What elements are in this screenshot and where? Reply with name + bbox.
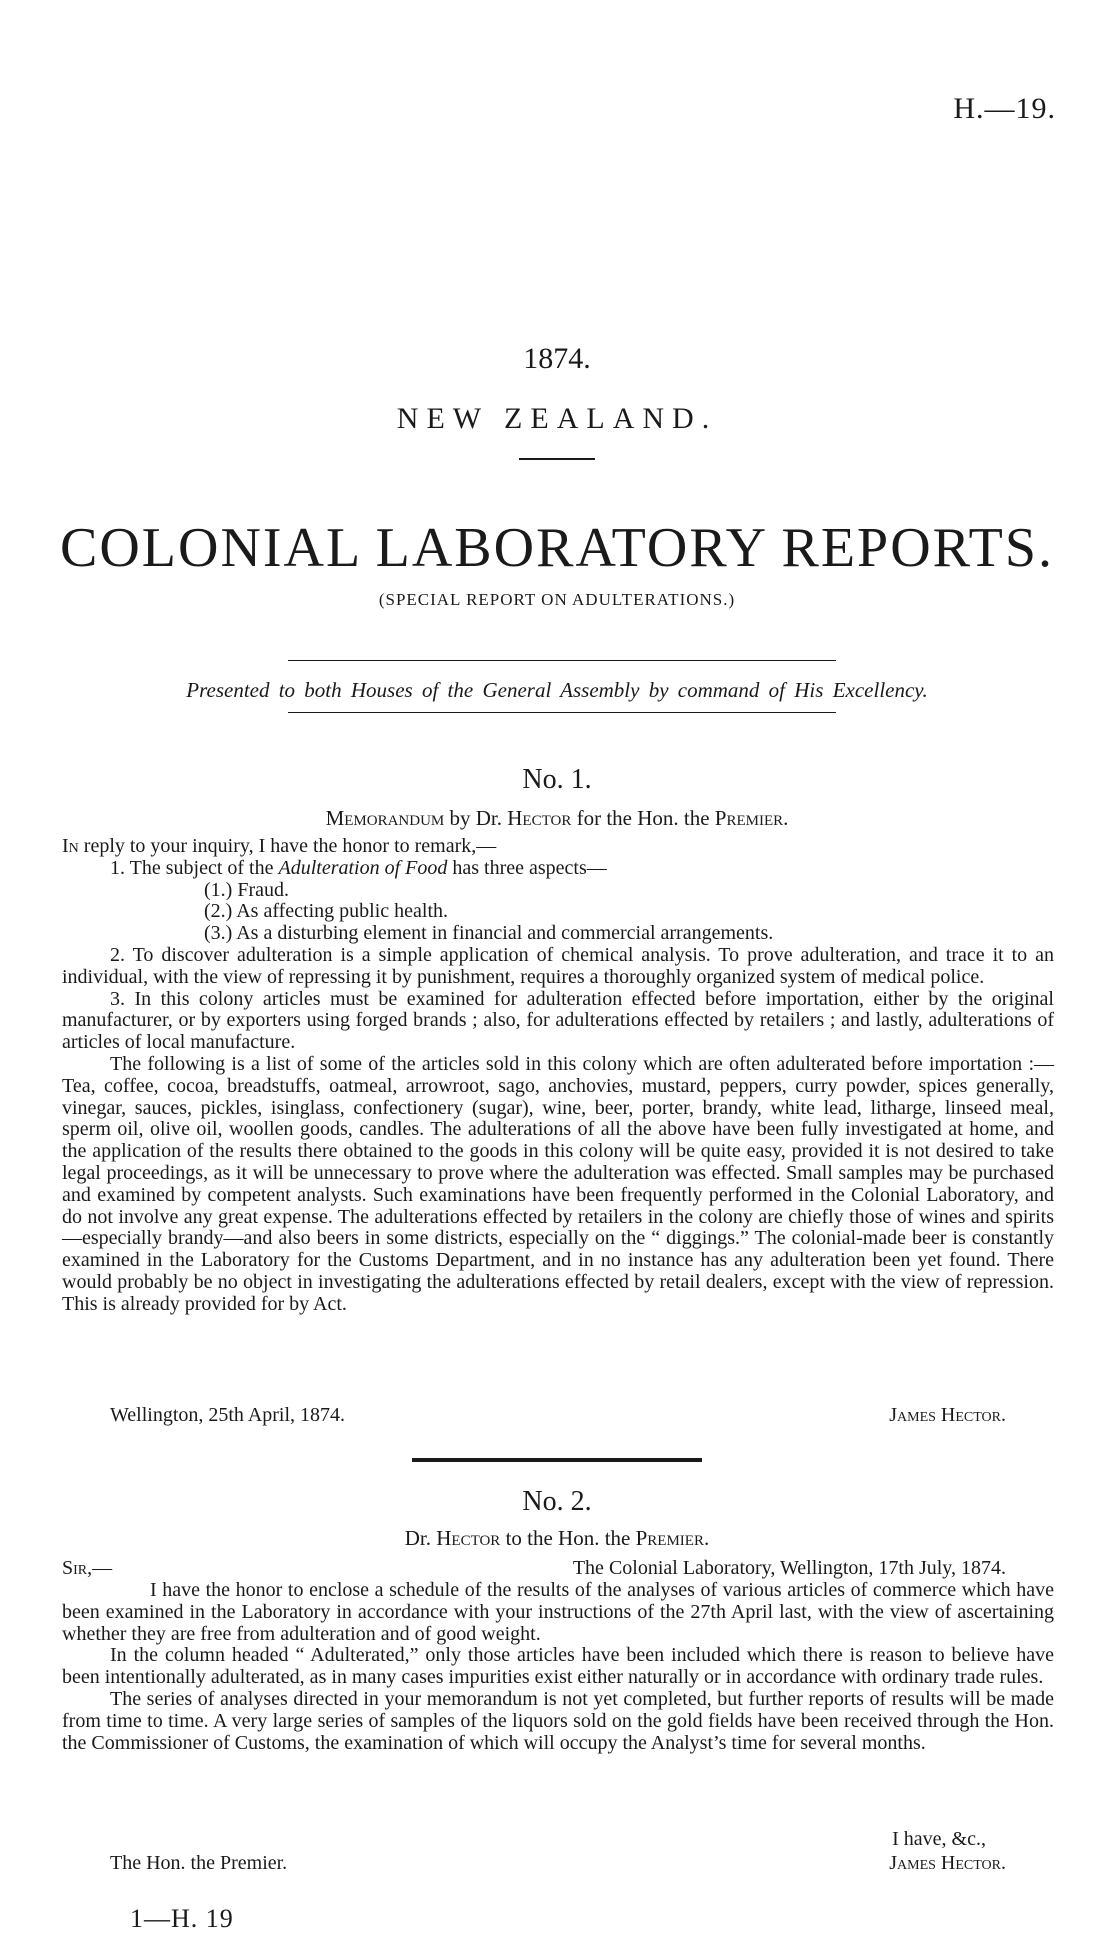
memorandum-body	[62, 836, 1054, 1316]
salutation: Sir,—	[62, 1557, 113, 1579]
memorandum-heading	[0, 806, 1114, 831]
document-number-2: No. 2.	[522, 1486, 592, 1517]
rule-above-presented	[288, 660, 836, 661]
report-title	[60, 516, 1054, 580]
p1-end: has three aspects—	[447, 856, 607, 879]
letter-signoff	[62, 1852, 1054, 1875]
opening-rest: reply to your inquiry, I have the honor to remark,—	[78, 835, 497, 857]
letter-body	[62, 1580, 1054, 1754]
closing: I have, &c.,	[892, 1828, 986, 1850]
letter-paragraph-1: I have the honor to enclose a schedule of the results of the analyses of various articles of commerce which have been examined in the Laboratory in accordance with your instructions of the 27th April last, with the view of ascertaining whether they are free from adulteration and of good weight.	[62, 1579, 1054, 1645]
aspect-3: (3.) As a disturbing element in financial and commercial arrangements.	[204, 922, 774, 945]
document-year: 1874.	[523, 342, 591, 375]
letter-recipient: Premier.	[635, 1526, 710, 1550]
presented-line: Presented to both Houses of the General Assembly by command of His Excellency.	[186, 678, 928, 702]
p1-emphasis: Adulteration of Food	[278, 856, 448, 879]
title-word-laboratory: LABORATORY	[375, 517, 769, 579]
letter-paragraph-2: In the column headed “ Adulterated,” only those articles have been included which there is reason to believe have been intentionally adulterated, as in many cases impurities exist either naturally or in accordance with ordinary trade rules.	[62, 1644, 1054, 1689]
letter-paragraph-3: The series of analyses directed in your memorandum is not yet completed, but further reports of results will be made from time to time. A very large series of samples of the liquors sold on the gold fields have been received through the Hon. the Commissioner of Customs, the examination of which will occupy the Analyst’s time for several months.	[62, 1687, 1054, 1754]
rule-below-presented	[288, 712, 836, 713]
footer-code: 1—H. 19	[130, 1904, 234, 1933]
place-date: Wellington, 25th April, 1874.	[110, 1404, 346, 1426]
letter-signature: James Hector.	[889, 1852, 1006, 1874]
memo-by: by Dr.	[444, 806, 508, 830]
paragraph-1	[62, 858, 1054, 880]
aspect-1: (1.) Fraud.	[204, 878, 289, 901]
addressee: The Hon. the Premier.	[110, 1852, 288, 1874]
paragraph-2: 2. To discover adulteration is a simple application of chemical analysis. To prove adulteration, and trace it to an individual, with the view of repressing it by punishment, requires a thoroughly organized system of medical police.	[62, 943, 1054, 988]
memo-recipient: Premier.	[714, 806, 789, 830]
p1-start: 1. The subject of the	[110, 856, 279, 879]
paragraph-4: The following is a list of some of the articles sold in this colony which are often adulterated before importation :—Tea, coffee, cocoa, breadstuffs, oatmeal, arrowroot, sago, anchovies, mustard, peppers, curry powder, spices generally, vinegar, sauces, pickles, isinglass, confectionery (sugar), wine, beer, porter, brandy, white lead, litharge, linseed meal, sperm oil, olive oil, woollen goods, candles. The adulterations of all the above have been fully investigated at home, and the application of the results there obtained to the goods in this colony will be quite easy, provided it is not desired to take legal proceedings, as it will be unnecessary to prove where the adulteration was effected. Small samples may be purchased and examined by competent analysts. Such examinations have been frequently performed in the Colonial Laboratory, and do not involve any great expense. The adulterations effected by retailers in the colony are chiefly those of wines and spirits—especially brandy—and also beers in some districts, especially on the “ diggings.” The colonial-made beer is constantly examined in the Laboratory for the Customs Department, and in no instance has any adulteration been yet found. There would probably be no object in investigating the adulterations effected by retail dealers, except with the view of repression. This is already provided for by Act.	[62, 1052, 1054, 1315]
report-subtitle: (SPECIAL REPORT ON ADULTERATIONS.)	[378, 590, 736, 609]
country-heading: NEW ZEALAND.	[396, 402, 718, 435]
letter-salutation-row	[62, 1557, 1054, 1580]
opening-line	[62, 836, 1054, 858]
document-number-1: No. 1.	[522, 764, 592, 795]
memo-signoff	[62, 1404, 1054, 1427]
letter-heading	[0, 1526, 1114, 1551]
letter-address: The Colonial Laboratory, Wellington, 17th July, 1874.	[572, 1557, 1006, 1579]
section-divider	[412, 1458, 702, 1462]
paragraph-3: 3. In this colony articles must be examined for adulteration effected before importation, either by the original manufacturer, or by exporters using forged brands ; also, for adulterations effected by retailers ; and lastly, adulterations of articles of local manufacture.	[62, 987, 1054, 1054]
letter-author: Hector	[436, 1526, 501, 1550]
letter-to: to the Hon. the	[500, 1526, 636, 1550]
letter-dr: Dr.	[404, 1526, 437, 1550]
memo-word: Memorandum	[325, 806, 445, 830]
title-word-colonial: COLONIAL	[60, 517, 363, 579]
memo-signature: James Hector.	[889, 1404, 1006, 1426]
short-divider	[519, 458, 595, 460]
memo-for: for the Hon. the	[571, 806, 715, 830]
page-reference: H.—19.	[953, 92, 1056, 125]
memo-author: Hector	[507, 806, 572, 830]
aspect-2: (2.) As affecting public health.	[204, 900, 449, 923]
opening-first-word: In	[62, 835, 79, 857]
title-word-reports: REPORTS.	[781, 517, 1054, 579]
